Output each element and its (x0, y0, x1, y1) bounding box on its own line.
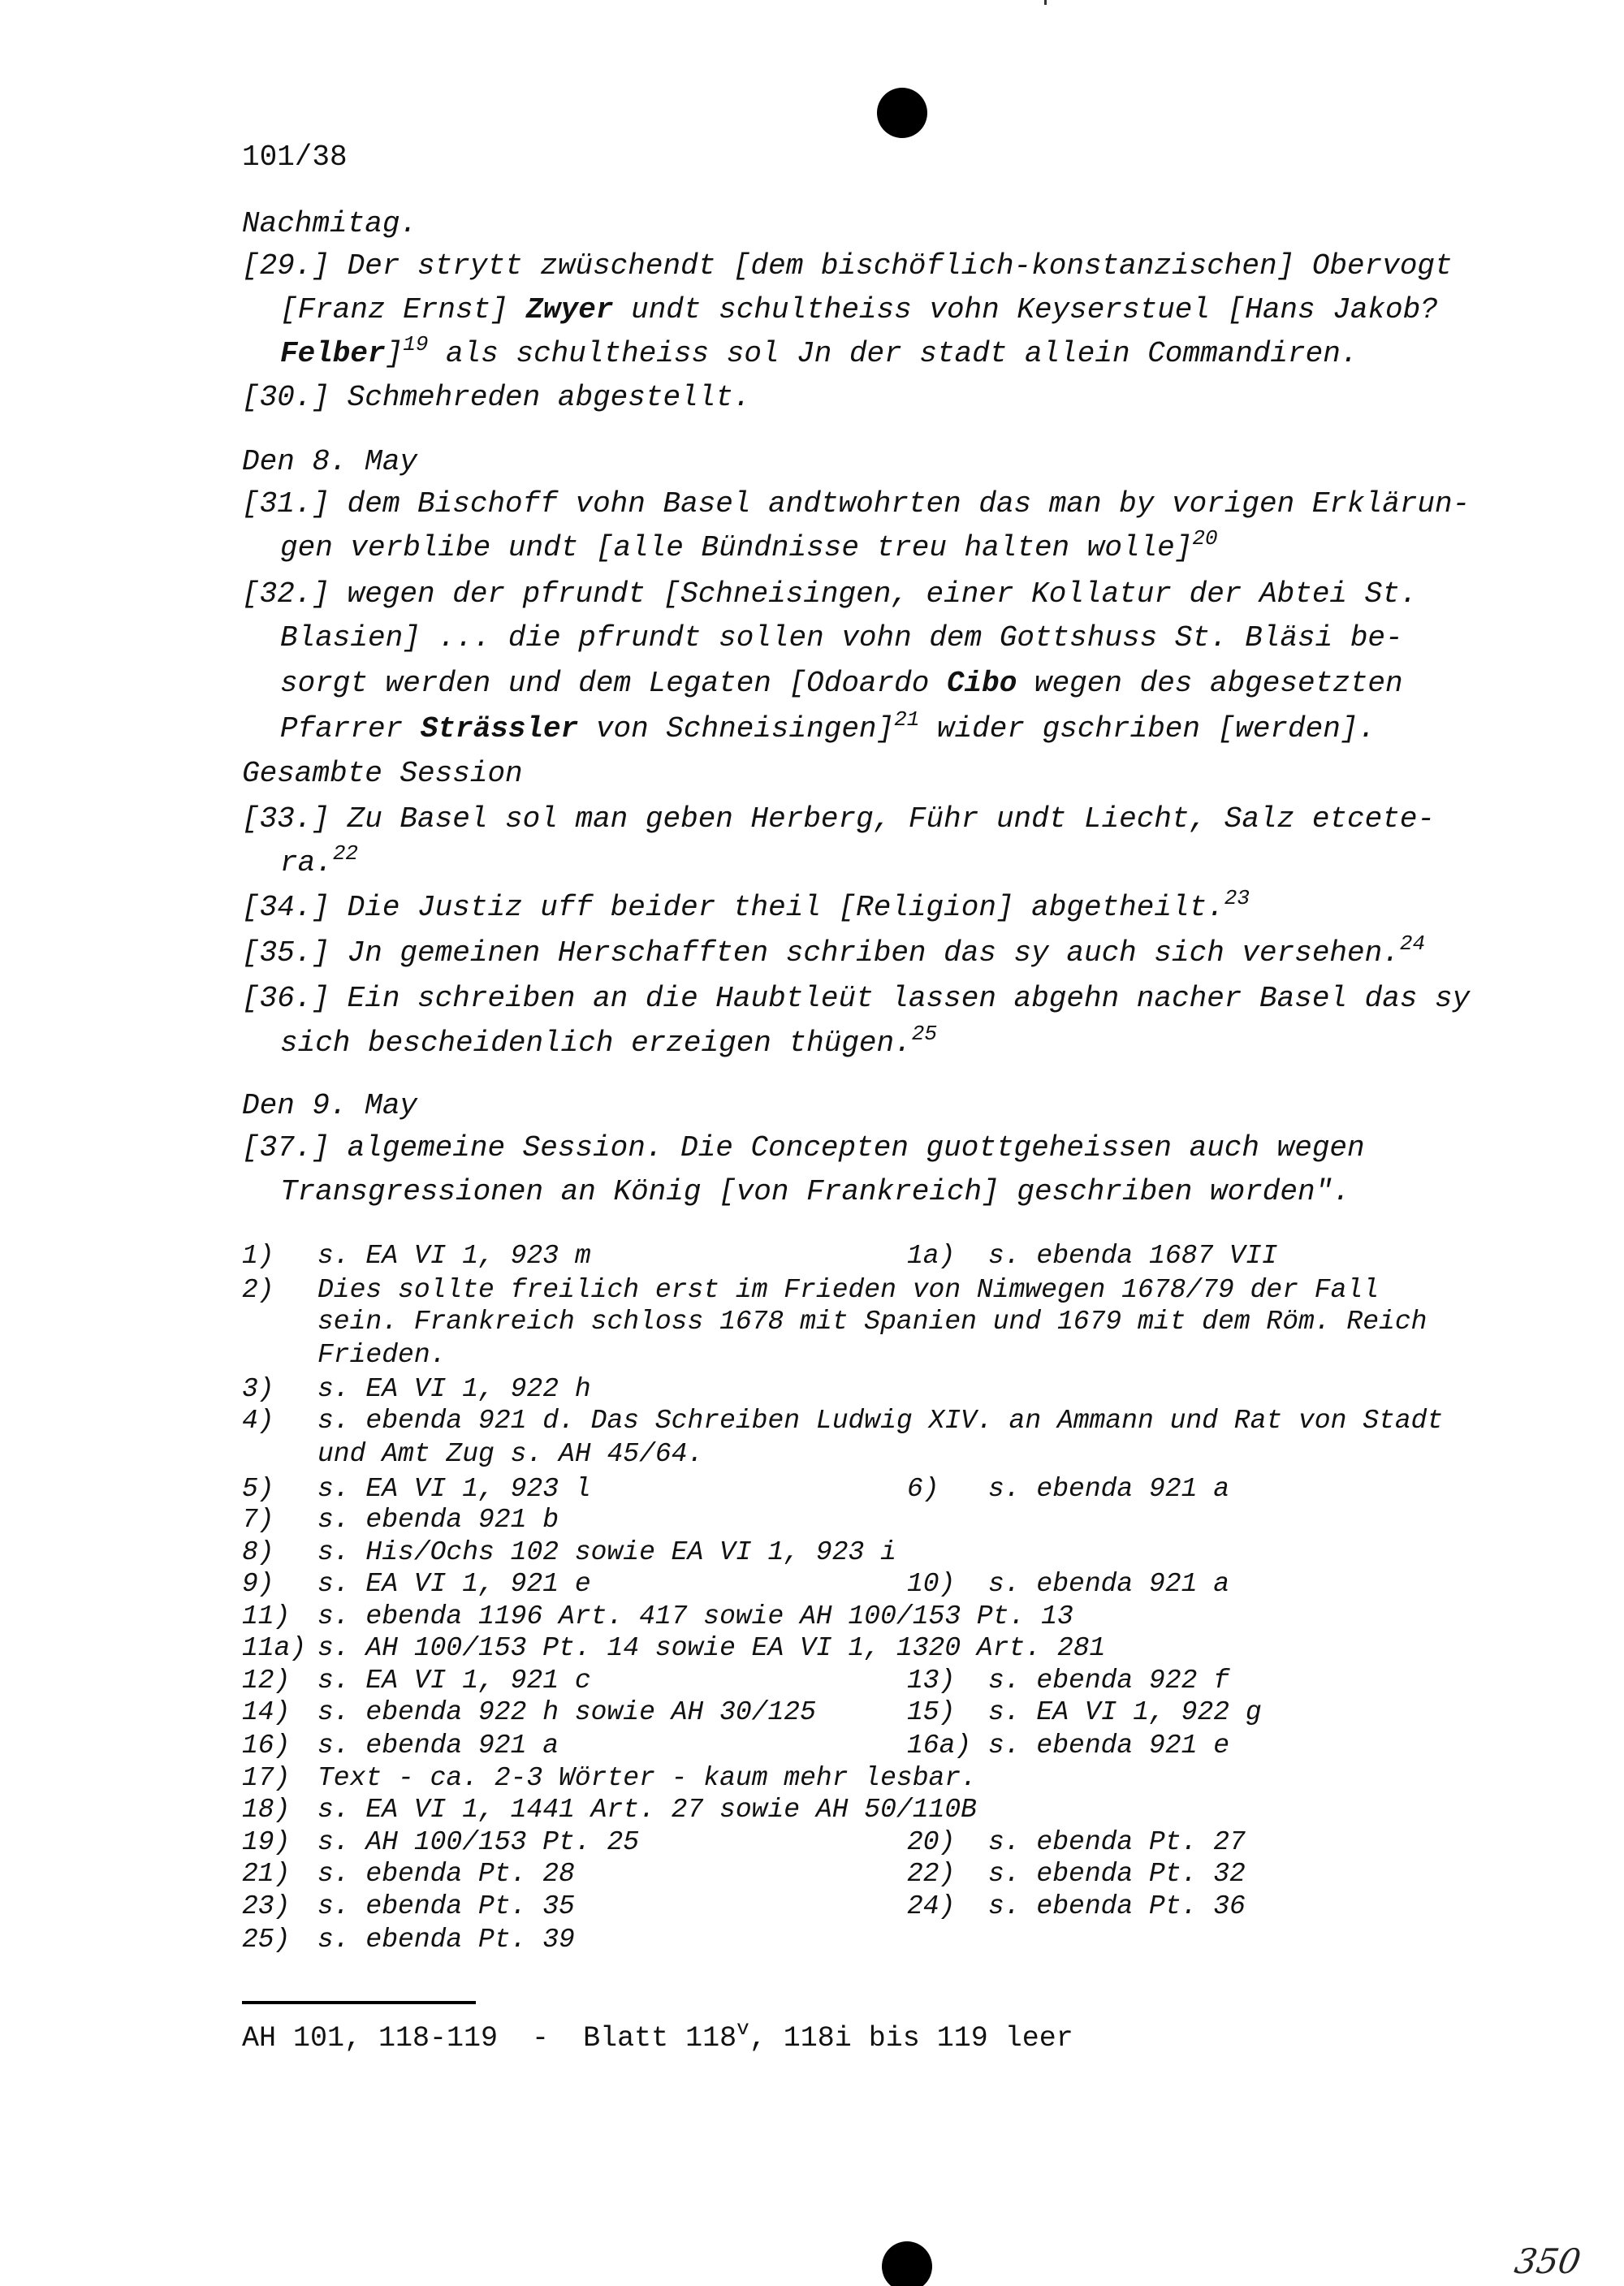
text-segment: Pfarrer (280, 712, 421, 745)
footnote-text: s. ebenda 921 b (317, 1505, 559, 1535)
scan-mark (1044, 0, 1047, 5)
footnote-number: 11a) (242, 1633, 307, 1663)
text-line (280, 666, 1403, 702)
bold-name: Cibo (946, 667, 1017, 700)
text-line (280, 841, 359, 881)
text-segment: gen verblibe undt [alle Bündnisse treu halten wolle] (280, 531, 1193, 564)
source-superscript: v (736, 2016, 749, 2041)
footnote-text: s. ebenda 921 a (988, 1474, 1230, 1504)
footnote-text: s. ebenda Pt. 28 (317, 1859, 575, 1889)
footnote-text: s. ebenda 921 a (988, 1569, 1230, 1599)
footnote-text: s. ebenda 922 f (988, 1666, 1230, 1696)
footnote-number: 25) (242, 1925, 291, 1955)
source-reference (242, 2016, 1073, 2056)
footnote-reference: 25 (911, 1022, 937, 1046)
text-line (242, 206, 417, 242)
text-segment: [32.] wegen der pfrundt [Schneisingen, einer Kollatur der Abtei St. (242, 577, 1418, 611)
text-line (280, 526, 1218, 566)
text-segment: Den 8. May (242, 445, 418, 478)
footnote-number: 10) (907, 1569, 956, 1599)
bold-name: Felber (280, 337, 386, 370)
footnote-text: s. EA VI 1, 923 m (317, 1241, 591, 1271)
text-segment: Den 9. May (242, 1089, 418, 1122)
footnote-text: s. ebenda 921 d. Das Schreiben Ludwig XIV. an Ammann und Rat von Stadt (317, 1406, 1444, 1436)
footnote-number: 2) (242, 1275, 274, 1305)
footnote-text: s. EA VI 1, 922 g (988, 1697, 1262, 1727)
footnote-text: s. EA VI 1, 922 h (317, 1374, 591, 1404)
footnote-text: s. ebenda Pt. 39 (317, 1925, 575, 1955)
text-segment: sich bescheidenlich erzeigen thügen. (280, 1026, 912, 1060)
footnote-text: Dies sollte freilich erst im Frieden von Nimwegen 1678/79 der Fall (317, 1275, 1380, 1305)
bold-name: Zwyer (525, 293, 614, 326)
footnote-text: Frieden. (317, 1340, 447, 1370)
text-segment: ] (385, 337, 404, 370)
text-line (242, 802, 1435, 837)
footnote-text: s. AH 100/153 Pt. 25 (317, 1827, 640, 1857)
footnote-text: s. EA VI 1, 923 l (317, 1474, 591, 1504)
text-line (280, 1174, 1350, 1210)
text-line (242, 981, 1470, 1017)
footnote-number: 17) (242, 1763, 291, 1793)
footnote-text: Text - ca. 2-3 Wörter - kaum mehr lesbar. (317, 1763, 977, 1793)
footnote-text: s. EA VI 1, 921 c (317, 1666, 591, 1696)
text-segment: [34.] Die Justiz uff beider theil [Religion] abgetheilt. (242, 891, 1224, 924)
text-line (242, 444, 417, 480)
text-line (242, 886, 1250, 926)
footnote-reference: 24 (1399, 931, 1426, 956)
footnote-number: 1a) (907, 1241, 956, 1271)
text-segment: wider gschriben [werden]. (919, 712, 1376, 745)
text-line (280, 620, 1403, 656)
footnote-text: s. EA VI 1, 1441 Art. 27 sowie AH 50/110B (317, 1795, 977, 1825)
text-segment: von Schneisingen] (578, 712, 895, 745)
footnote-text: s. EA VI 1, 921 e (317, 1569, 591, 1599)
text-line (280, 292, 1438, 328)
footnote-text: s. His/Ochs 102 sowie EA VI 1, 923 i (317, 1537, 896, 1567)
text-line (242, 380, 751, 416)
footnote-number: 19) (242, 1827, 291, 1857)
footnote-number: 16) (242, 1731, 291, 1761)
text-line (280, 332, 1358, 372)
footnote-text: s. ebenda Pt. 27 (988, 1827, 1246, 1857)
footnote-number: 24) (907, 1891, 956, 1921)
footnote-number: 14) (242, 1697, 291, 1727)
footnote-number: 23) (242, 1891, 291, 1921)
text-segment: [30.] Schmehreden abgestellt. (242, 381, 751, 414)
text-line (280, 1022, 937, 1061)
text-line (242, 756, 523, 792)
footnote-text: und Amt Zug s. AH 45/64. (317, 1439, 704, 1469)
text-segment: [Franz Ernst] (280, 293, 526, 326)
text-line (242, 931, 1426, 971)
bold-name: Strässler (420, 712, 579, 745)
text-segment: [37.] algemeine Session. Die Concepten guottgeheissen auch wegen (242, 1131, 1365, 1165)
text-segment: [35.] Jn gemeinen Herschafften schriben das sy auch sich versehen. (242, 936, 1400, 970)
footnote-number: 3) (242, 1374, 274, 1404)
footnote-text: s. ebenda Pt. 32 (988, 1859, 1246, 1889)
footnote-number: 8) (242, 1537, 274, 1567)
footnote-number: 15) (907, 1697, 956, 1727)
text-segment: [33.] Zu Basel sol man geben Herberg, Führ undt Liecht, Salz etcete- (242, 802, 1436, 836)
text-segment: undt schultheiss vohn Keyserstuel [Hans Jakob? (613, 293, 1438, 326)
footnote-divider (242, 2001, 476, 2004)
text-line (242, 248, 1453, 284)
text-segment: [31.] dem Bischoff vohn Basel andtwohrten das man by vorigen Erklärun- (242, 487, 1471, 521)
footnote-number: 22) (907, 1859, 956, 1889)
punch-hole-top (877, 88, 927, 138)
footnote-text: s. ebenda 922 h sowie AH 30/125 (317, 1697, 816, 1727)
footnote-number: 5) (242, 1474, 274, 1504)
text-segment: Nachmitag. (242, 207, 418, 240)
footnote-text: s. ebenda 921 e (988, 1731, 1230, 1761)
text-segment: sorgt werden und dem Legaten [Odoardo (280, 667, 947, 700)
footnote-text: s. ebenda Pt. 35 (317, 1891, 575, 1921)
footnote-number: 4) (242, 1406, 274, 1436)
footnote-number: 21) (242, 1859, 291, 1889)
footnote-text: s. ebenda Pt. 36 (988, 1891, 1246, 1921)
text-line (242, 1130, 1365, 1166)
text-segment: wegen des abgesetzten (1017, 667, 1403, 700)
text-segment: als schultheiss sol Jn der stadt allein Commandiren. (428, 337, 1358, 370)
footnote-number: 20) (907, 1827, 956, 1857)
footnote-number: 18) (242, 1795, 291, 1825)
footnote-text: s. ebenda 1196 Art. 417 sowie AH 100/153 Pt. 13 (317, 1601, 1073, 1631)
text-line (242, 577, 1417, 612)
text-segment: ra. (280, 846, 333, 879)
footnote-text: s. ebenda 921 a (317, 1731, 559, 1761)
footnote-number: 7) (242, 1505, 274, 1535)
handwritten-page-number: 350 (1511, 2241, 1584, 2281)
footnote-number: 13) (907, 1666, 956, 1696)
footnote-number: 16a) (907, 1731, 972, 1761)
footnote-number: 11) (242, 1601, 291, 1631)
footnote-number: 6) (907, 1474, 939, 1504)
footnote-number: 9) (242, 1569, 274, 1599)
source-text-end: , 118i bis 119 leer (749, 2022, 1073, 2055)
text-segment: [36.] Ein schreiben an die Haubtleüt lassen abgehn nacher Basel das sy (242, 982, 1471, 1015)
footnote-reference: 21 (894, 707, 920, 732)
text-segment: Blasien] ... die pfrundt sollen vohn dem Gottshuss St. Bläsi be- (280, 621, 1403, 655)
text-line (242, 486, 1470, 522)
footnote-reference: 23 (1224, 886, 1250, 910)
text-line (242, 1088, 417, 1124)
text-segment: Gesambte Session (242, 757, 523, 790)
footnote-number: 12) (242, 1666, 291, 1696)
footnote-reference: 22 (332, 841, 359, 866)
text-segment: Transgressionen an König [von Frankreich] geschriben worden". (280, 1175, 1350, 1208)
footnote-reference: 19 (403, 332, 429, 357)
footnote-text: sein. Frankreich schloss 1678 mit Spanien und 1679 mit dem Röm. Reich (317, 1307, 1427, 1337)
footnote-text: s. AH 100/153 Pt. 14 sowie EA VI 1, 1320 Art. 281 (317, 1633, 1106, 1663)
footnote-number: 1) (242, 1241, 274, 1271)
text-segment: [29.] Der strytt zwüschendt [dem bischöflich-konstanzischen] Obervogt (242, 249, 1453, 283)
page-number: 101/38 (242, 140, 348, 174)
footnote-text: s. ebenda 1687 VII (988, 1241, 1278, 1271)
source-text: AH 101, 118-119 - Blatt 118 (242, 2022, 737, 2055)
footnote-reference: 20 (1192, 526, 1218, 551)
text-line (280, 707, 1376, 747)
punch-hole-bottom (882, 2241, 932, 2286)
